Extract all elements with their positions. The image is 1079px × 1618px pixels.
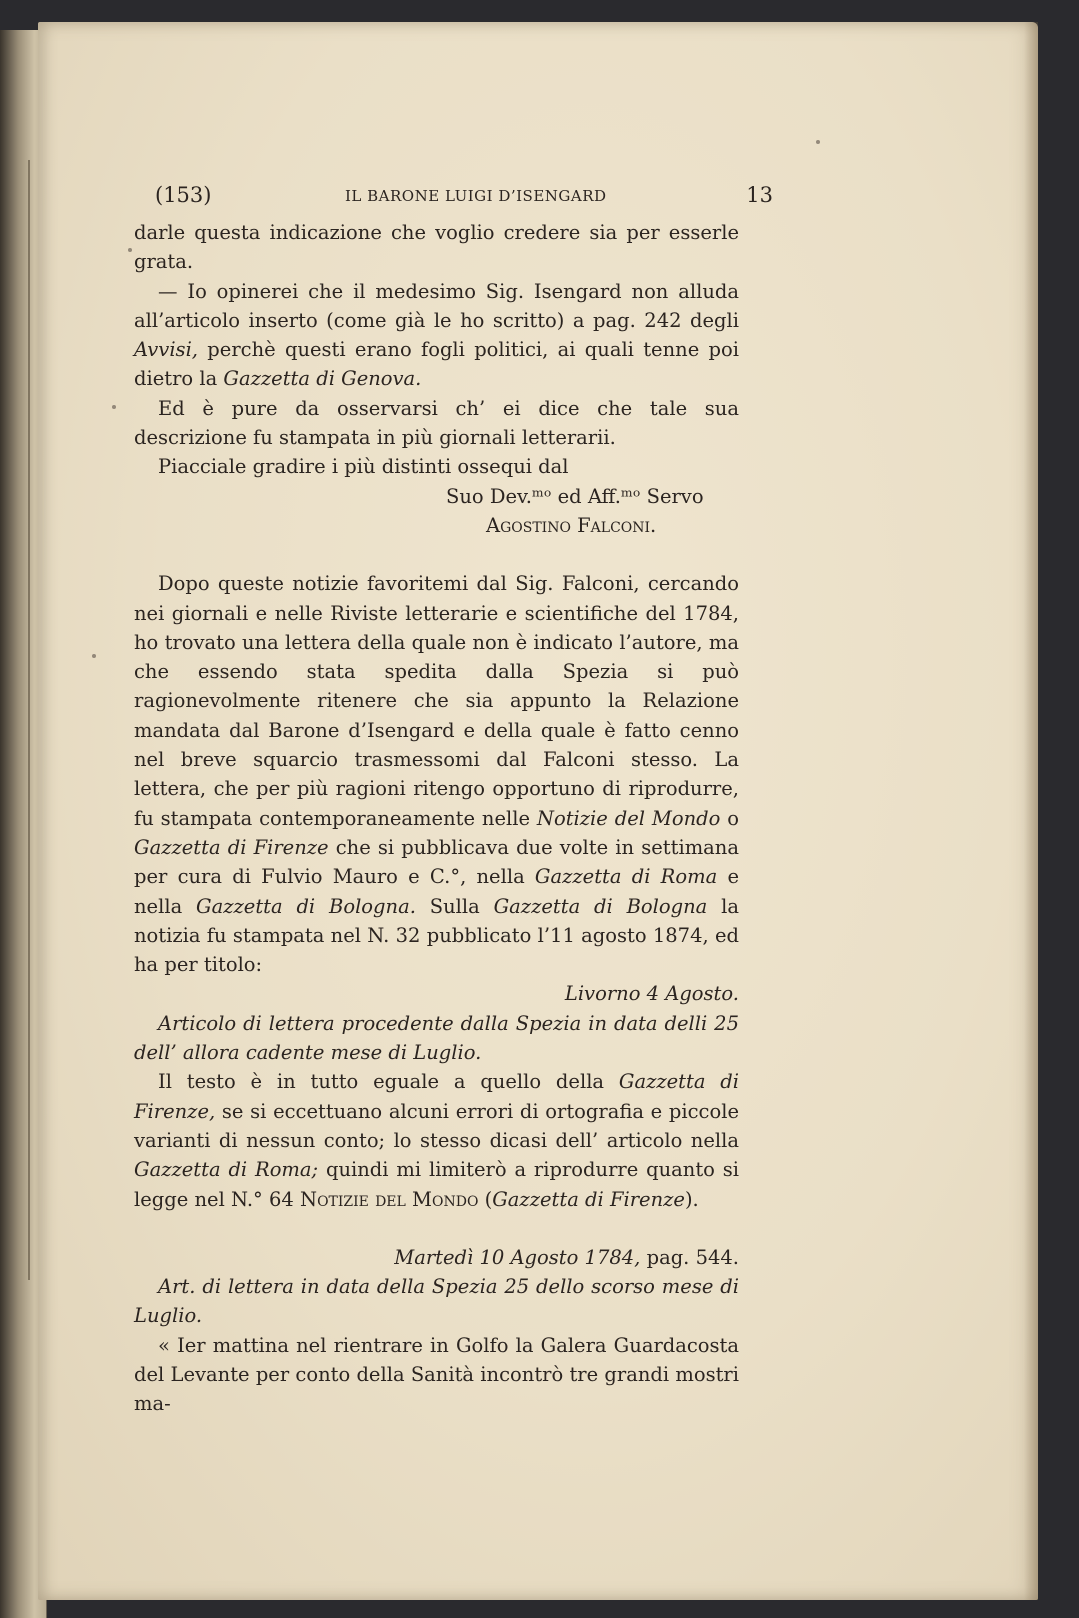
italic-run: Gazzetta di Roma	[534, 865, 718, 889]
running-title: IL BARONE LUIGI D’ISENGARD	[345, 187, 607, 205]
binding-thread	[28, 160, 38, 1280]
text-run: (	[478, 1187, 493, 1211]
paragraph-note: Ed è pure da osservarsi ch’ ei dice che tale sua descrizione fu stampata in più giornali letterarii.	[134, 396, 739, 450]
text-run: la notizia fu stampata nel N. 32 pubblicato l’11 agosto 1874, ed ha per titolo:	[134, 894, 739, 977]
ink-spot	[112, 405, 116, 409]
text-run: Sulla	[415, 894, 494, 918]
page-text	[134, 218, 739, 1419]
ink-spot	[92, 654, 96, 658]
text-run: pag. 544.	[640, 1245, 739, 1269]
text-run: ).	[684, 1187, 699, 1211]
article-subheading	[134, 1272, 739, 1331]
italic-run: Notizie del Mondo	[536, 806, 721, 830]
italic-run: Gazzetta di Firenze	[134, 835, 329, 859]
italic-run: Gazzetta di Firenze	[492, 1187, 685, 1211]
smallcaps-run: Notizie del Mondo	[300, 1187, 479, 1211]
article-heading	[134, 1009, 739, 1068]
paragraph-opinion	[134, 277, 739, 394]
signature-name: Agostino Falconi.	[486, 513, 657, 537]
italic-run: Articolo di lettera procedente dalla Spezia in data delli 25 dell’ allora cadente mese di Luglio.	[134, 1011, 739, 1065]
italic-run: Art. di lettera in data della Spezia 25 dello scorso mese di Luglio.	[134, 1275, 739, 1328]
italic-run: Gazzetta di Bologna.	[196, 894, 416, 918]
quoted-letter-start: « Ier mattina nel rientrare in Golfo la Galera Guardacosta del Levante per conto della Sanità incontrò tre grandi mostri ma-	[134, 1333, 739, 1416]
text-run: quindi mi limiterò a riprodurre quanto si legge nel N.° 64	[134, 1158, 739, 1211]
text-run: perchè questi erano fogli politici, ai quali tenne poi dietro la	[134, 338, 739, 391]
header-page-bracket: (153)	[155, 183, 212, 207]
italic-run: Gazzetta di Firenze,	[134, 1070, 739, 1123]
text-run: o	[720, 806, 739, 830]
text-run: Dopo queste notizie favoritemi dal Sig. Falconi, cercando nei giornali e nelle Riviste letterarie e scientifiche del 1784, ho trovato una lettera della quale non è indicato l’autore, ma che essendo stata spedita dalla Spezia si può ragionevolmente ritenere che sia appunto la Relazione mandata dal Barone d’Isengard e della quale è fatto cenno nel breve squarcio trasmessomi dal Falconi stesso. La lettera, che per più ragioni ritengo opportuno di riprodurre, fu stampata contemporaneamente nelle	[134, 572, 739, 830]
italic-run: Avvisi,	[134, 338, 199, 362]
italic-run: Gazzetta di Roma;	[134, 1158, 319, 1182]
continuation-line: darle questa indicazione che voglio credere sia per esserle grata.	[134, 221, 739, 274]
text-run: se si eccettuano alcuni errori di ortografia e piccole varianti di nessun conto; lo stesso dicasi dell’ articolo nella	[134, 1099, 739, 1152]
text-run: e nella	[134, 865, 739, 918]
page-shadow	[1024, 22, 1038, 1600]
dateline-martedi	[134, 1243, 739, 1272]
signature-line: Suo Dev.ᵐᵒ ed Aff.ᵐᵒ Servo	[446, 484, 704, 508]
text-run: — Io opinerei che il medesimo Sig. Isengard non alluda all’articolo inserto (come già le ho scritto) a pag. 242 degli	[134, 279, 739, 332]
ink-spot	[816, 140, 820, 144]
text-run: che si pubblicava due volte in settimana per cura di Fulvio Mauro e C.°, nella	[134, 835, 739, 889]
running-header	[155, 183, 773, 213]
text-run: Il testo è in tutto eguale a quello della	[158, 1070, 619, 1094]
italic-run: Gazzetta di Genova.	[223, 367, 422, 391]
italic-run: Gazzetta di Bologna	[493, 894, 708, 918]
ink-spot	[128, 248, 132, 252]
paragraph-research	[134, 569, 739, 979]
italic-run: Martedì 10 Agosto 1784,	[394, 1245, 641, 1269]
page-number: 13	[746, 183, 773, 207]
dateline-livorno	[134, 979, 739, 1008]
paragraph-closing: Piacciale gradire i più distinti ossequi dal	[158, 455, 569, 479]
paragraph-comparison	[134, 1067, 739, 1213]
italic-run: Livorno 4 Agosto.	[564, 982, 739, 1006]
